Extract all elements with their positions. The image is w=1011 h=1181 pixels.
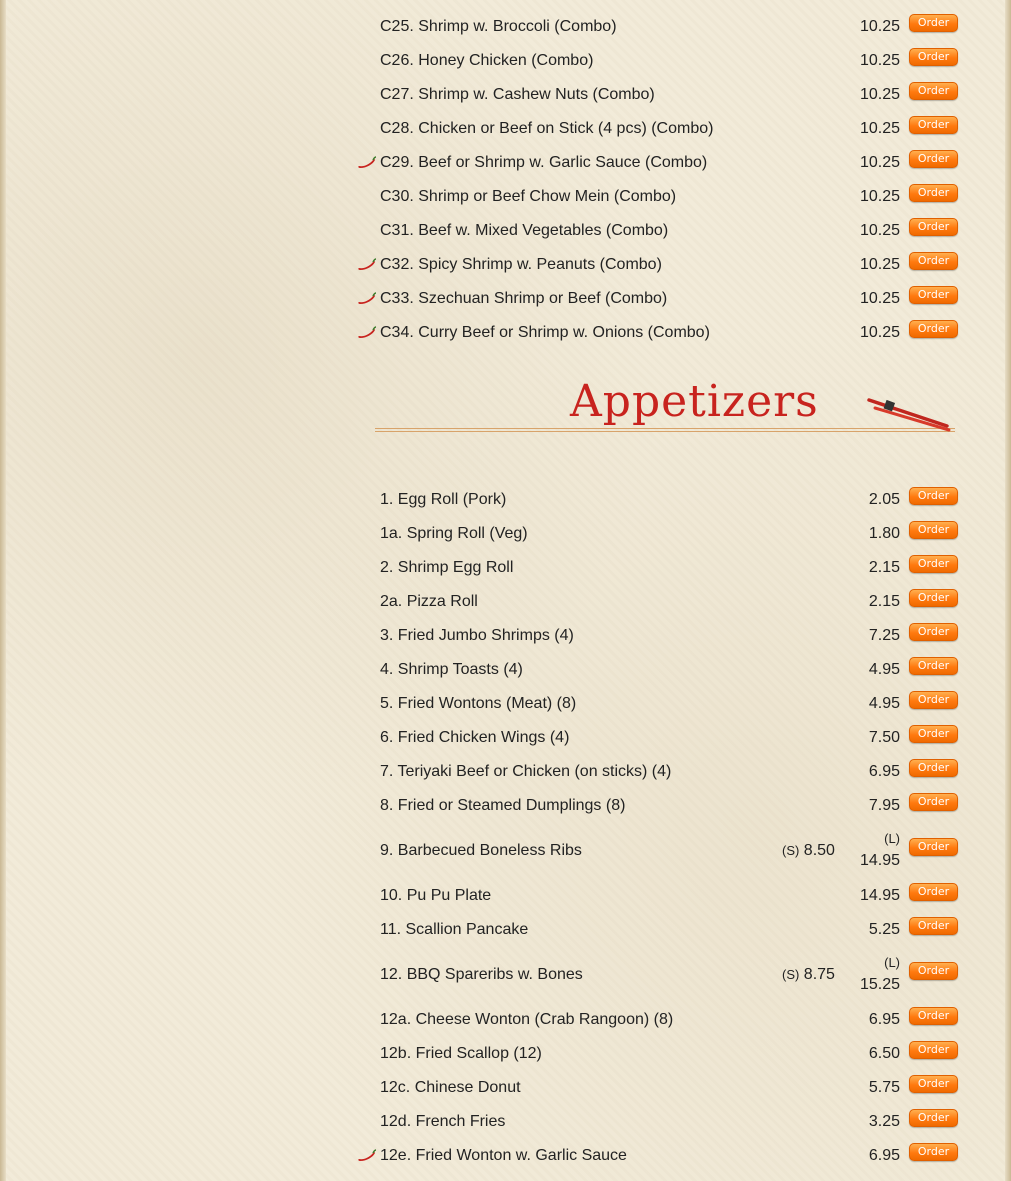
menu-item-name: C30. Shrimp or Beef Chow Mein (Combo) <box>380 188 677 205</box>
menu-item-row <box>355 255 970 289</box>
menu-item-price: 7.25 <box>868 627 900 644</box>
order-button[interactable]: Order <box>909 917 958 935</box>
size-label-small: (S) <box>782 967 800 982</box>
order-button[interactable]: Order <box>909 116 958 134</box>
menu-item-row <box>355 221 970 255</box>
menu-item-row <box>355 524 970 558</box>
order-button[interactable]: Order <box>909 793 958 811</box>
menu-item-price: 3.25 <box>868 1113 900 1130</box>
order-button[interactable]: Order <box>909 82 958 100</box>
menu-item-name: 12a. Cheese Wonton (Crab Rangoon) (8) <box>380 1011 674 1028</box>
menu-item-price: 2.05 <box>868 491 900 508</box>
appetizer-menu-list <box>355 490 970 1180</box>
menu-item-price: 10.25 <box>859 188 900 205</box>
menu-item-row <box>355 660 970 694</box>
menu-item-row <box>355 289 970 323</box>
menu-item-name: 12b. Fried Scallop (12) <box>380 1045 542 1062</box>
menu-item-name: 1a. Spring Roll (Veg) <box>380 525 528 542</box>
menu-item-row <box>355 830 970 886</box>
section-title: Appetizers <box>570 376 819 427</box>
menu-item-name: 6. Fried Chicken Wings (4) <box>380 729 570 746</box>
menu-item-row <box>355 626 970 660</box>
menu-item-row <box>355 85 970 119</box>
order-button[interactable]: Order <box>909 623 958 641</box>
right-border <box>1005 0 1011 1181</box>
menu-item-row <box>355 762 970 796</box>
small-price-value: 8.75 <box>803 966 835 983</box>
menu-item-price: 2.15 <box>868 559 900 576</box>
menu-item-row <box>355 886 970 920</box>
menu-item-name: 4. Shrimp Toasts (4) <box>380 661 523 678</box>
menu-item-name: 1. Egg Roll (Pork) <box>380 491 507 508</box>
menu-item-name: C32. Spicy Shrimp w. Peanuts (Combo) <box>380 256 662 273</box>
menu-item-price: 10.25 <box>859 256 900 273</box>
order-button[interactable]: Order <box>909 286 958 304</box>
menu-item-price: 10.25 <box>859 324 900 341</box>
order-button[interactable]: Order <box>909 1007 958 1025</box>
menu-item-row <box>355 1010 970 1044</box>
menu-item-name: 12e. Fried Wonton w. Garlic Sauce <box>380 1147 627 1164</box>
order-button[interactable]: Order <box>909 1075 958 1093</box>
menu-item-row <box>355 558 970 592</box>
menu-item-name: C34. Curry Beef or Shrimp w. Onions (Combo) <box>380 324 710 341</box>
menu-item-row <box>355 728 970 762</box>
menu-item-name: C33. Szechuan Shrimp or Beef (Combo) <box>380 290 668 307</box>
menu-item-price: 6.50 <box>868 1045 900 1062</box>
menu-item-name: 12. BBQ Spareribs w. Bones <box>380 966 583 983</box>
order-button[interactable]: Order <box>909 184 958 202</box>
left-border <box>0 0 6 1181</box>
order-button[interactable]: Order <box>909 759 958 777</box>
menu-item-price: 10.25 <box>859 222 900 239</box>
order-button[interactable]: Order <box>909 48 958 66</box>
menu-item-name: 2a. Pizza Roll <box>380 593 478 610</box>
menu-item-name: C25. Shrimp w. Broccoli (Combo) <box>380 18 617 35</box>
order-button[interactable]: Order <box>909 962 958 980</box>
menu-item-price: 6.95 <box>868 1147 900 1164</box>
order-button[interactable]: Order <box>909 1143 958 1161</box>
order-button[interactable]: Order <box>909 487 958 505</box>
menu-item-name: C28. Chicken or Beef on Stick (4 pcs) (Combo) <box>380 120 714 137</box>
menu-item-row <box>355 1044 970 1078</box>
menu-item-row <box>355 694 970 728</box>
large-price-value: 14.95 <box>859 852 900 869</box>
size-label-large: (L) <box>884 955 900 970</box>
order-button[interactable]: Order <box>909 691 958 709</box>
menu-item-price: 5.25 <box>868 921 900 938</box>
order-button[interactable]: Order <box>909 1109 958 1127</box>
menu-item-row <box>355 1146 970 1180</box>
menu-item-name: 11. Scallion Pancake <box>380 921 529 938</box>
large-price-value: 15.25 <box>859 976 900 993</box>
menu-item-row <box>355 323 970 357</box>
small-price <box>782 965 835 985</box>
menu-item-name: 9. Barbecued Boneless Ribs <box>380 842 582 859</box>
small-price-value: 8.50 <box>803 842 835 859</box>
order-button[interactable]: Order <box>909 838 958 856</box>
section-heading <box>375 376 955 436</box>
menu-item-price: 10.25 <box>859 86 900 103</box>
order-button[interactable]: Order <box>909 657 958 675</box>
menu-item-price: 10.25 <box>859 120 900 137</box>
menu-item-name: 10. Pu Pu Plate <box>380 887 492 904</box>
menu-item-name: 12d. French Fries <box>380 1113 506 1130</box>
order-button[interactable]: Order <box>909 252 958 270</box>
menu-item-price: 5.75 <box>868 1079 900 1096</box>
chili-pepper-icon <box>357 155 377 169</box>
order-button[interactable]: Order <box>909 725 958 743</box>
menu-item-price: 7.50 <box>868 729 900 746</box>
menu-item-name: C26. Honey Chicken (Combo) <box>380 52 594 69</box>
size-label-small: (S) <box>782 843 800 858</box>
menu-item-name: C31. Beef w. Mixed Vegetables (Combo) <box>380 222 669 239</box>
menu-item-price: 4.95 <box>868 695 900 712</box>
order-button[interactable]: Order <box>909 883 958 901</box>
chili-pepper-icon <box>357 325 377 339</box>
size-label-large: (L) <box>884 831 900 846</box>
small-price <box>782 841 835 861</box>
menu-item-row <box>355 17 970 51</box>
menu-item-price: 1.80 <box>868 525 900 542</box>
menu-item-name: C29. Beef or Shrimp w. Garlic Sauce (Combo) <box>380 154 708 171</box>
menu-item-row <box>355 796 970 830</box>
menu-item-name: 3. Fried Jumbo Shrimps (4) <box>380 627 574 644</box>
large-price <box>860 952 900 996</box>
menu-item-row <box>355 592 970 626</box>
order-button[interactable]: Order <box>909 521 958 539</box>
chili-pepper-icon <box>357 1148 377 1162</box>
menu-item-name: 8. Fried or Steamed Dumplings (8) <box>380 797 626 814</box>
chili-pepper-icon <box>357 257 377 271</box>
menu-item-row <box>355 51 970 85</box>
order-button[interactable]: Order <box>909 150 958 168</box>
menu-item-price: 10.25 <box>859 52 900 69</box>
menu-item-price: 14.95 <box>859 887 900 904</box>
order-button[interactable]: Order <box>909 589 958 607</box>
menu-item-row <box>355 187 970 221</box>
menu-item-row <box>355 920 970 954</box>
menu-item-row <box>355 954 970 1010</box>
menu-item-name: 12c. Chinese Donut <box>380 1079 521 1096</box>
combo-menu-list <box>355 17 970 357</box>
order-button[interactable]: Order <box>909 555 958 573</box>
menu-item-price: 7.95 <box>868 797 900 814</box>
menu-item-row <box>355 1078 970 1112</box>
menu-item-price: 10.25 <box>859 154 900 171</box>
order-button[interactable]: Order <box>909 1041 958 1059</box>
menu-item-price: 10.25 <box>859 18 900 35</box>
menu-item-price: 6.95 <box>868 763 900 780</box>
menu-item-price: 10.25 <box>859 290 900 307</box>
order-button[interactable]: Order <box>909 14 958 32</box>
large-price <box>860 828 900 872</box>
menu-item-name: 5. Fried Wontons (Meat) (8) <box>380 695 577 712</box>
menu-item-price: 4.95 <box>868 661 900 678</box>
chopsticks-icon <box>865 396 955 432</box>
menu-item-price: 2.15 <box>868 593 900 610</box>
order-button[interactable]: Order <box>909 320 958 338</box>
menu-item-name: 7. Teriyaki Beef or Chicken (on sticks) (4) <box>380 763 672 780</box>
chili-pepper-icon <box>357 291 377 305</box>
menu-item-name: C27. Shrimp w. Cashew Nuts (Combo) <box>380 86 655 103</box>
menu-item-row <box>355 1112 970 1146</box>
menu-item-row <box>355 119 970 153</box>
menu-item-price: 6.95 <box>868 1011 900 1028</box>
order-button[interactable]: Order <box>909 218 958 236</box>
menu-item-row <box>355 153 970 187</box>
menu-item-row <box>355 490 970 524</box>
menu-item-name: 2. Shrimp Egg Roll <box>380 559 514 576</box>
